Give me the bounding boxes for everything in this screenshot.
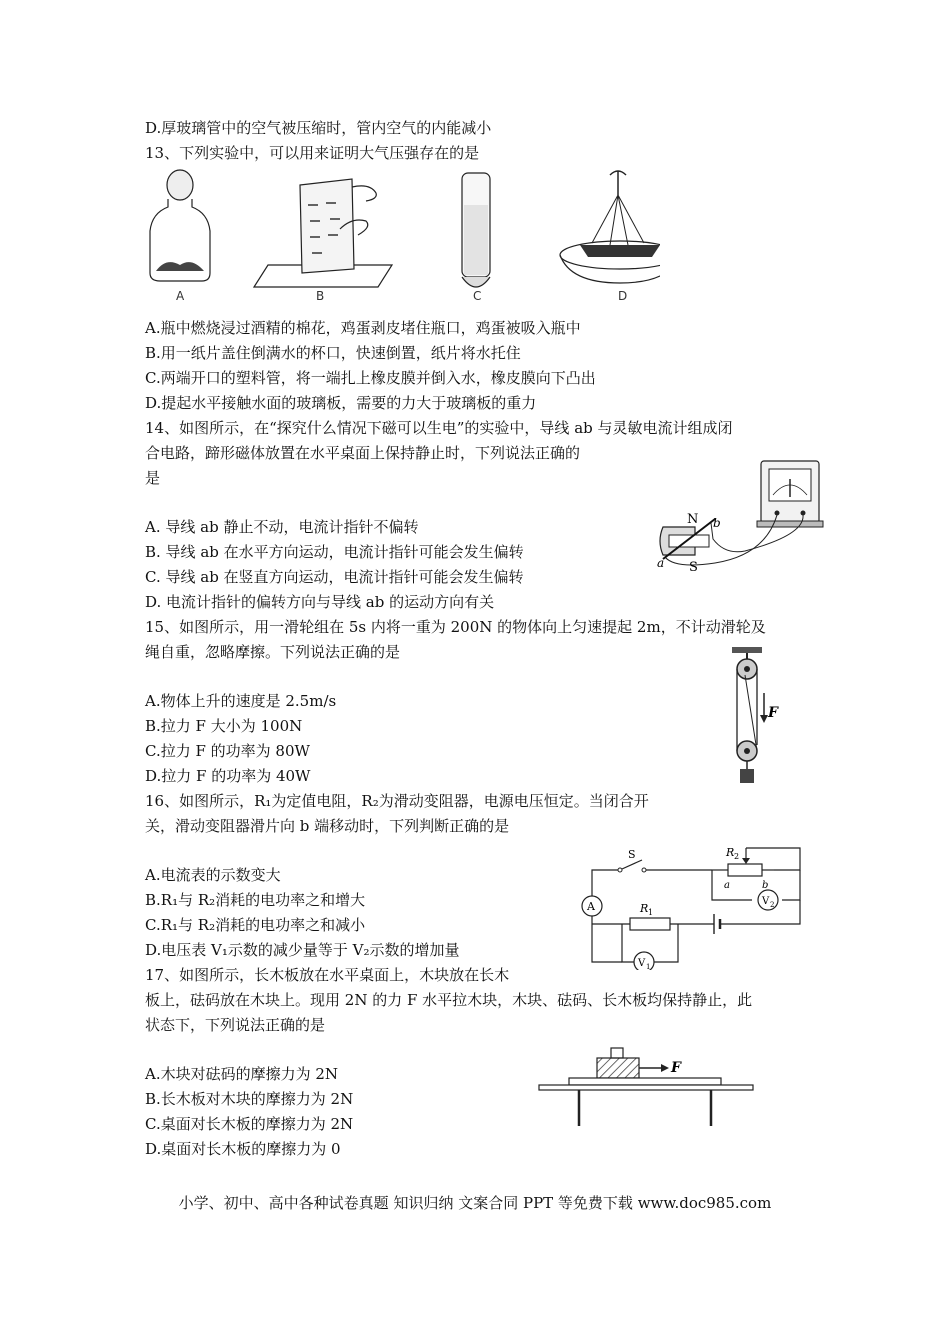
option-16d: D.电压表 V₁示数的减少量等于 V₂示数的增加量 xyxy=(145,941,460,959)
question-15-stem-1: 15、如图所示，用一滑轮组在 5s 内将一重为 200N 的物体向上匀速提起 2m，不计动滑轮及 xyxy=(145,618,766,636)
option-17a: A.木块对砝码的摩擦力为 2N xyxy=(145,1065,339,1083)
figure-16 xyxy=(578,840,808,970)
ammeter-label: A xyxy=(587,900,595,913)
v1-label-sub: 1 xyxy=(646,963,651,970)
question-15-stem-2: 绳自重，忽略摩擦。下列说法正确的是 xyxy=(145,643,401,661)
question-16-stem-2: 关，滑动变阻器滑片向 b 端移动时，下列判断正确的是 xyxy=(145,817,510,835)
option-17b: B.长木板对木块的摩擦力为 2N xyxy=(145,1090,354,1108)
figure-13c-tube-membrane xyxy=(462,173,490,287)
figure-14-drawing xyxy=(655,455,825,585)
question-14-stem-1: 14、如图所示，在“探究什么情况下磁可以生电”的实验中，导线 ab 与灵敏电流计组成闭 xyxy=(145,419,733,437)
r2-label-sub: 2 xyxy=(734,852,740,861)
question-13-stem: 13、下列实验中，可以用来证明大气压强存在的是 xyxy=(145,144,480,162)
question-14-stem-2: 合电路，蹄形磁体放置在水平桌面上保持静止时，下列说法正确的 xyxy=(145,444,581,462)
switch-label: S xyxy=(628,848,636,861)
option-13b: B.用一纸片盖住倒满水的杯口，快速倒置，纸片将水托住 xyxy=(145,344,521,362)
wire-label-a: a xyxy=(657,556,665,570)
question-16-stem-1: 16、如图所示，R₁为定值电阻，R₂为滑动变阻器，电源电压恒定。当闭合开 xyxy=(145,792,649,810)
option-13d: D.提起水平接触水面的玻璃板，需要的力大于玻璃板的重力 xyxy=(145,394,537,412)
r2-label: R xyxy=(726,846,735,859)
magnet-label-s: S xyxy=(689,560,698,575)
figure-13d-glass-plate xyxy=(560,171,660,283)
figure-17-drawing xyxy=(535,1040,760,1135)
option-13c: C.两端开口的塑料管，将一端扎上橡皮膜并倒入水，橡皮膜向下凸出 xyxy=(145,369,596,387)
resistor-r1 xyxy=(630,918,670,930)
v2-label: V xyxy=(762,896,770,907)
figure-13-caption-b: B xyxy=(316,289,325,303)
page-footer: 小学、初中、高中各种试卷真题 知识归纳 文案合同 PPT 等免费下载 www.doc985.com xyxy=(178,1194,772,1212)
figure-13b-card-water xyxy=(254,179,392,287)
wire-label-b: b xyxy=(713,516,721,530)
force-label-f: F xyxy=(768,705,778,721)
option-13a: A.瓶中燃烧浸过酒精的棉花，鸡蛋剥皮堵住瓶口，鸡蛋被吸入瓶中 xyxy=(145,319,581,337)
weight-block xyxy=(740,769,754,783)
table-top xyxy=(539,1085,753,1090)
weight-mass xyxy=(611,1048,623,1058)
r2-end-b: b xyxy=(762,880,769,891)
figure-13a-bottle-egg xyxy=(150,170,210,281)
option-15a: A.物体上升的速度是 2.5m/s xyxy=(145,692,337,710)
question-17-stem-2: 板上，砝码放在木块上。现用 2N 的力 F 水平拉木块，木块、砝码、长木板均保持静止，此 xyxy=(145,991,753,1009)
long-board xyxy=(569,1078,721,1085)
figure-13-caption-a: A xyxy=(176,289,185,303)
option-14d: D. 电流计指针的偏转方向与导线 ab 的运动方向有关 xyxy=(145,593,495,611)
switch xyxy=(622,860,642,869)
figure-13 xyxy=(140,165,660,305)
option-15d: D.拉力 F 的功率为 40W xyxy=(145,767,311,785)
figure-16-drawing xyxy=(578,840,808,970)
option-15b: B.拉力 F 大小为 100N xyxy=(145,717,303,735)
option-14a: A. 导线 ab 静止不动，电流计指针不偏转 xyxy=(145,518,419,536)
option-16a: A.电流表的示数变大 xyxy=(145,866,281,884)
figure-14 xyxy=(655,455,825,585)
figure-13-caption-c: C xyxy=(473,289,482,303)
figure-17 xyxy=(535,1040,760,1135)
option-12d: D.厚玻璃管中的空气被压缩时，管内空气的内能减小 xyxy=(145,119,492,137)
option-17c: C.桌面对长木板的摩擦力为 2N xyxy=(145,1115,354,1133)
magnet-label-n: N xyxy=(687,512,699,527)
option-14b: B. 导线 ab 在水平方向运动，电流计指针可能会发生偏转 xyxy=(145,543,524,561)
figure-13-caption-d: D xyxy=(618,289,628,303)
option-15c: C.拉力 F 的功率为 80W xyxy=(145,742,310,760)
question-17-stem-3: 状态下，下列说法正确的是 xyxy=(145,1016,326,1034)
v2-label-sub: 2 xyxy=(770,901,775,909)
option-16c: C.R₁与 R₂消耗的电功率之和减小 xyxy=(145,916,366,934)
question-17-stem-1: 17、如图所示，长木板放在水平桌面上，木块放在长木 xyxy=(145,966,510,984)
r1-label-sub: 1 xyxy=(648,908,654,917)
question-14-stem-3: 是 xyxy=(145,469,161,487)
resistor-r2 xyxy=(728,864,762,876)
wooden-block xyxy=(597,1058,639,1078)
force-label-f: F xyxy=(671,1060,681,1076)
option-16b: B.R₁与 R₂消耗的电功率之和增大 xyxy=(145,891,366,909)
option-14c: C. 导线 ab 在竖直方向运动，电流计指针可能会发生偏转 xyxy=(145,568,524,586)
r1-label: R xyxy=(640,902,649,915)
figure-15-drawing xyxy=(728,645,798,790)
r2-end-a: a xyxy=(724,880,730,891)
figure-13-drawing xyxy=(140,165,660,305)
figure-15 xyxy=(728,645,798,790)
option-17d: D.桌面对长木板的摩擦力为 0 xyxy=(145,1140,341,1158)
v1-label: V xyxy=(638,958,646,969)
